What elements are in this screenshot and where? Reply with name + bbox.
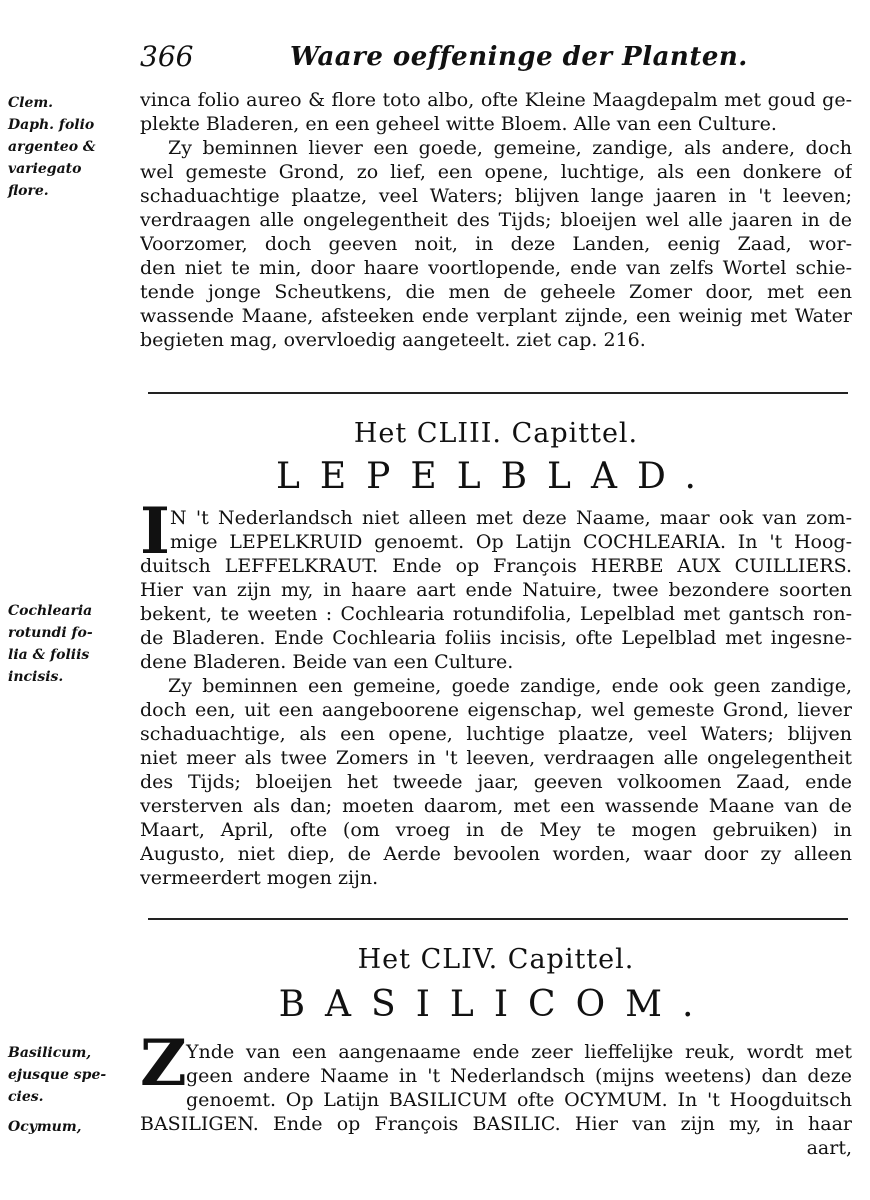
text-line: mige LEPELKRUID genoemt. Op Latijn COCHLEARIA. In 't Hoog- xyxy=(170,531,852,553)
margin-note-line: Daph. folio xyxy=(8,117,95,133)
margin-note-line: Basilicum, xyxy=(8,1045,92,1061)
catchword: aart, xyxy=(806,1137,852,1159)
text-line: Zy beminnen liever een goede, gemeine, zandige, als andere, doch xyxy=(168,137,852,159)
section1-body xyxy=(140,88,852,352)
text-line: begieten mag, overvloedig aangeteelt. ziet cap. 216. xyxy=(140,329,646,351)
chapter-heading: Het CLIII. Capittel. xyxy=(353,418,639,449)
text-line: genoemt. Op Latijn BASILICUM ofte OCYMUM. In 't Hoogduitsch xyxy=(186,1089,852,1111)
text-line: des Tijds; bloeijen het tweede jaar, geeven volkoomen Zaad, ende xyxy=(140,771,852,793)
text-line: geen andere Naame in 't Nederlandsch (mijns weetens) dan deze xyxy=(186,1065,852,1087)
margin-note-line: incisis. xyxy=(8,669,64,685)
running-title: Waare oeffeninge der Planten. xyxy=(290,42,748,72)
page-number: 366 xyxy=(140,40,194,73)
margin-note-line: rotundi fo- xyxy=(8,625,93,641)
text-line: BASILIGEN. Ende op François BASILIC. Hier van zijn my, in haar xyxy=(140,1113,852,1135)
margin-note-line: ejusque spe- xyxy=(8,1067,107,1083)
text-line: de Bladeren. Ende Cochlearia foliis incisis, ofte Lepelblad met ingesne- xyxy=(140,627,852,649)
text-line: bekent, te weeten : Cochlearia rotundifolia, Lepelblad met gantsch ron- xyxy=(140,603,852,625)
running-header xyxy=(140,40,840,80)
text-line: vinca folio aureo & flore toto albo, ofte Kleine Maagdepalm met goud ge- xyxy=(140,89,852,111)
text-line: den niet te min, door haare voortlopende, ende van zelfs Wortel schie- xyxy=(140,257,852,279)
text-line: wel gemeste Grond, zo lief, een opene, luchtige, als een donkere of xyxy=(140,161,852,183)
drop-cap: Z xyxy=(140,1026,187,1101)
text-line: Augusto, niet diep, de Aerde bevoolen worden, waar door zy alleen xyxy=(140,843,852,865)
text-line: Ynde van een aangenaame ende zeer lieffelijke reuk, wordt met xyxy=(186,1041,852,1063)
margin-note-line: flore. xyxy=(8,183,49,199)
text-line: duitsch LEFFELKRAUT. Ende op François HERBE AUX CUILLIERS. xyxy=(140,555,852,577)
margin-note-basilicum xyxy=(8,1042,136,1138)
text-line: vermeerdert mogen zijn. xyxy=(140,867,379,889)
text-line: plekte Bladeren, en een geheel witte Bloem. Alle van een Culture. xyxy=(140,113,777,135)
margin-note-line: cies. xyxy=(8,1089,44,1105)
margin-note-line: Clem. xyxy=(8,95,54,111)
margin-note-clematis xyxy=(8,92,136,202)
margin-note-line: Cochlearia xyxy=(8,603,93,619)
chapter-heading: Het CLIV. Capittel. xyxy=(357,944,635,975)
text-line: verdraagen alle ongelegentheit des Tijds; bloeijen wel alle jaaren in de xyxy=(140,209,852,231)
margin-note-line: lia & foliis xyxy=(8,647,90,663)
section-divider xyxy=(148,918,848,920)
chapter-title: LEPELBLAD. xyxy=(276,456,716,497)
margin-note-cochlearia xyxy=(8,600,136,688)
text-line: doch een, uit een aangeboorene eigenschap, wel gemeste Grond, liever xyxy=(140,699,852,721)
chapter-title: BASILICOM. xyxy=(278,984,714,1025)
text-line: Voorzomer, doch geeven noit, in deze Landen, eenig Zaad, wor- xyxy=(140,233,852,255)
text-line: N 't Nederlandsch niet alleen met deze Naame, maar ook van zom- xyxy=(170,507,852,529)
text-line: Zy beminnen een gemeine, goede zandige, ende ook geen zandige, xyxy=(168,675,852,697)
text-line: tende jonge Scheutkens, die men de geheele Zomer door, met een xyxy=(140,281,852,303)
drop-cap: I xyxy=(140,494,170,569)
margin-note-line: variegato xyxy=(8,161,82,177)
chapter1-body xyxy=(140,506,852,890)
text-line: versterven als dan; moeten daarom, met een wassende Maane van de xyxy=(140,795,852,817)
chapter2-body xyxy=(140,1040,852,1160)
text-line: Hier van zijn my, in haare aart ende Natuire, twee bezondere soorten xyxy=(140,579,852,601)
text-line: Maart, April, ofte (om vroeg in de Mey te mogen gebruiken) in xyxy=(140,819,852,841)
margin-note-line: Ocymum, xyxy=(8,1119,82,1135)
section-divider xyxy=(148,392,848,394)
margin-note-line: argenteo & xyxy=(8,139,96,155)
text-line: wassende Maane, afsteeken ende verplant zijnde, een weinig met Water xyxy=(140,305,852,327)
text-line: niet meer als twee Zomers in 't leeven, verdraagen alle ongelegentheit xyxy=(140,747,852,769)
text-line: schaduachtige, als een opene, luchtige plaatze, veel Waters; blijven xyxy=(140,723,852,745)
text-line: schaduachtige plaatze, veel Waters; blijven lange jaaren in 't leeven; xyxy=(140,185,852,207)
text-line: dene Bladeren. Beide van een Culture. xyxy=(140,651,514,673)
